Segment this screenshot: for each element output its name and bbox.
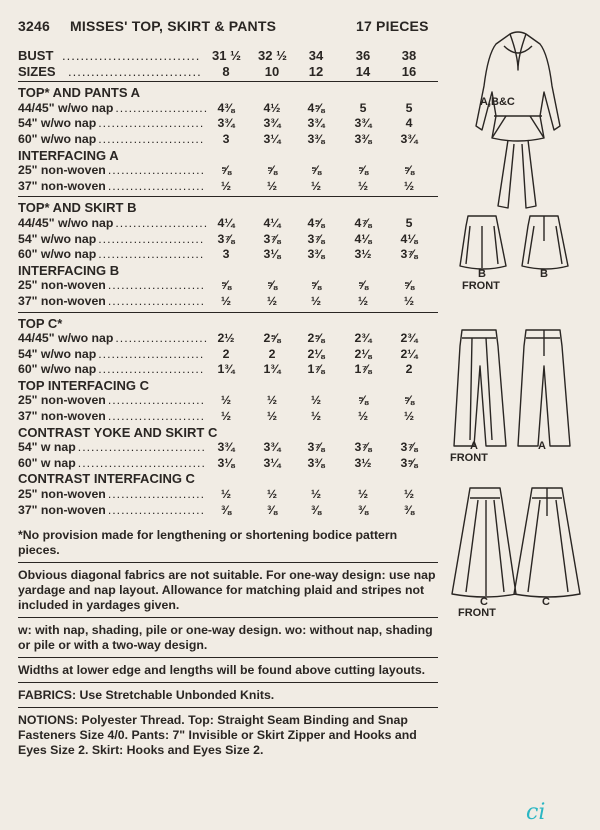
- yardage-value: 4⅝: [307, 100, 325, 115]
- yardage-value: 3⅛: [263, 247, 281, 262]
- yardage-table: [18, 48, 438, 518]
- bust-value: 32 ½: [258, 48, 287, 63]
- yardage-row: 25" non-woven ...................... ½ ½ ½ ⅝ ⅝: [18, 393, 438, 409]
- yardage-value: 3: [222, 247, 230, 262]
- yardage-row: 54" w/wo nap ........................ 3¾ 3¾ 3¾ 3¾ 4: [18, 116, 438, 132]
- yardage-value: 4¼: [217, 215, 235, 230]
- yardage-value: ½: [220, 393, 232, 408]
- yardage-value: ⅝: [266, 163, 278, 178]
- yardage-sections: [18, 85, 438, 518]
- yardage-row: 37" non-woven ...................... ½ ½ ½ ½ ½: [18, 409, 438, 425]
- bust-value: 31 ½: [212, 48, 241, 63]
- yardage-value: ½: [220, 293, 232, 308]
- yardage-row: 44/45" w/wo nap ..................... 4⅜ 4½ 4⅝ 5 5: [18, 101, 438, 117]
- yardage-value: ½: [220, 409, 232, 424]
- divider: [18, 707, 438, 708]
- section-title: [18, 378, 438, 394]
- yardage-value: ½: [266, 178, 278, 193]
- yardage-value: 3⅞: [263, 231, 281, 246]
- yardage-value: ½: [310, 293, 322, 308]
- yardage-value: 4¼: [263, 215, 281, 230]
- yardage-value: ⅝: [357, 163, 369, 178]
- garment-sketches: [448, 26, 590, 616]
- garment-illustrations: [448, 26, 590, 619]
- section-title-text: CONTRAST INTERFACING C: [18, 471, 195, 487]
- yardage-row: 25" non-woven ...................... ½ ½ ½ ½ ½: [18, 487, 438, 503]
- section-title: [18, 425, 438, 441]
- yardage-value: 3¾: [263, 440, 281, 455]
- yardage-value: 4⅛: [354, 231, 372, 246]
- section-title-text: INTERFACING A: [18, 147, 119, 163]
- yardage-value: 5: [405, 215, 413, 230]
- yardage-value: ½: [310, 178, 322, 193]
- corner-mark: ci: [526, 800, 546, 825]
- fabric-width-label: 25" non-woven: [18, 163, 106, 178]
- note-bodice: *No provision made for lengthening or shortening bodice pattern pieces.: [18, 528, 398, 557]
- yardage-value: ½: [403, 409, 415, 424]
- top-figure-label: A,B&C: [480, 96, 515, 108]
- yardage-value: 3⅜: [307, 455, 325, 470]
- yardage-value: 2½: [217, 331, 235, 346]
- yardage-value: ½: [357, 487, 369, 502]
- yardage-value: ⅜: [403, 502, 415, 517]
- yardage-value: 3¾: [354, 116, 372, 131]
- yardage-value: ⅜: [220, 502, 232, 517]
- yardage-value: ⅜: [266, 502, 278, 517]
- note-diagonal: Obvious diagonal fabrics are not suitable. For one-way design: use nap yardage and nap layout. Allowance for matching plaid and stripes not included in yardages given.: [18, 568, 436, 612]
- yardage-value: ⅝: [220, 163, 232, 178]
- pattern-title: MISSES' TOP, SKIRT & PANTS: [70, 18, 277, 34]
- yardage-value: 4⅜: [217, 100, 235, 115]
- yardage-value: 2: [405, 362, 413, 377]
- yardage-row: 37" non-woven ...................... ½ ½ ½ ½ ½: [18, 179, 438, 195]
- divider: [18, 562, 438, 563]
- section-title: [18, 200, 438, 216]
- size-value: 16: [401, 63, 417, 79]
- yardage-value: 2⅛: [307, 346, 325, 361]
- yardage-row: 44/45" w/wo nap ..................... 2½ 2⅝ 2⅝ 2¾ 2¾: [18, 331, 438, 347]
- section-title-text: CONTRAST YOKE AND SKIRT C: [18, 424, 218, 440]
- section-title-text: TOP* AND PANTS A: [18, 85, 141, 101]
- bust-value: 38: [401, 48, 417, 63]
- yardage-value: ½: [266, 409, 278, 424]
- yardage-row: 37" non-woven ...................... ⅜ ⅜ ⅜ ⅜ ⅜: [18, 503, 438, 519]
- yardage-value: 3⅞: [400, 247, 418, 262]
- yardage-value: 3¼: [263, 455, 281, 470]
- divider: [18, 81, 438, 82]
- skirt-c-front-label: FRONT: [458, 607, 496, 619]
- sizes-label: SIZES: [18, 63, 56, 79]
- section-title-text: TOP INTERFACING C: [18, 377, 149, 393]
- yardage-value: ½: [220, 487, 232, 502]
- yardage-value: 2¾: [354, 331, 372, 346]
- yardage-row: 44/45" w/wo nap ..................... 4¼ 4¼ 4⅝ 4⅞ 5: [18, 216, 438, 232]
- yardage-value: 1¾: [263, 362, 281, 377]
- divider: [18, 312, 438, 313]
- skirt-c-back-letter: C: [542, 596, 550, 608]
- yardage-value: ½: [403, 293, 415, 308]
- fabric-width-label: 44/45" w/wo nap: [18, 215, 114, 230]
- divider: [18, 682, 438, 683]
- yardage-value: ⅝: [266, 278, 278, 293]
- yardage-value: 3⅜: [354, 131, 372, 146]
- bust-value: 34: [308, 48, 324, 63]
- yardage-value: 1⅞: [307, 362, 325, 377]
- fabric-width-label: 60" w/wo nap: [18, 362, 97, 377]
- bust-label: BUST: [18, 48, 54, 63]
- size-value: 10: [264, 63, 280, 79]
- section-title: [18, 316, 438, 332]
- yardage-value: ½: [403, 178, 415, 193]
- fabric-width-label: 44/45" w/wo nap: [18, 100, 114, 115]
- pants-a-front-label: FRONT: [450, 452, 488, 464]
- yardage-value: 2: [268, 346, 276, 361]
- skirt-b-front-letter: B: [478, 268, 486, 280]
- fabric-width-label: 60" w/wo nap: [18, 247, 97, 262]
- note-widths: Widths at lower edge and lengths will be found above cutting layouts.: [18, 663, 426, 677]
- fabric-width-label: 37" non-woven: [18, 502, 106, 517]
- section-title: [18, 85, 438, 101]
- yardage-value: ½: [220, 178, 232, 193]
- yardage-value: ⅝: [403, 393, 415, 408]
- yardage-value: 2⅝: [307, 331, 325, 346]
- yardage-value: 3⅞: [307, 440, 325, 455]
- skirt-b-sketches: [460, 216, 568, 269]
- size-value: 14: [355, 63, 371, 79]
- yardage-row: 37" non-woven ...................... ½ ½ ½ ½ ½: [18, 294, 438, 310]
- bust-value: 36: [355, 48, 371, 63]
- yardage-value: 2: [222, 346, 230, 361]
- yardage-value: ⅝: [403, 278, 415, 293]
- fabric-width-label: 25" non-woven: [18, 487, 106, 502]
- divider: [18, 657, 438, 658]
- yardage-value: 1¾: [217, 362, 235, 377]
- fabric-width-label: 44/45" w/wo nap: [18, 331, 114, 346]
- bust-row: BUST .............................. 31 ½ 32 ½ 34 36 38: [18, 48, 438, 64]
- yardage-value: ½: [310, 409, 322, 424]
- yardage-value: ½: [266, 487, 278, 502]
- yardage-value: 5: [359, 100, 367, 115]
- yardage-row: 25" non-woven ...................... ⅝ ⅝ ⅝ ⅝ ⅝: [18, 163, 438, 179]
- yardage-row: 54" w/wo nap ........................ 2 2 2⅛ 2⅛ 2¼: [18, 347, 438, 363]
- yardage-value: ½: [357, 293, 369, 308]
- yardage-value: ½: [310, 393, 322, 408]
- skirt-b-back-letter: B: [540, 268, 548, 280]
- yardage-row: 60" w/wo nap ........................ 3 3¼ 3⅜ 3⅜ 3¾: [18, 132, 438, 148]
- yardage-value: ⅝: [310, 163, 322, 178]
- fabric-width-label: 54" w/wo nap: [18, 116, 97, 131]
- yardage-value: ½: [357, 178, 369, 193]
- yardage-value: 4½: [263, 100, 281, 115]
- yardage-value: 3⅜: [307, 247, 325, 262]
- yardage-value: 3½: [354, 247, 372, 262]
- yardage-value: ½: [266, 393, 278, 408]
- section-title-text: INTERFACING B: [18, 262, 120, 278]
- section-title: [18, 148, 438, 164]
- fabric-width-label: 54" w/wo nap: [18, 346, 97, 361]
- skirt-c-front-letter: C: [480, 596, 488, 608]
- yardage-value: 3¾: [217, 440, 235, 455]
- note-nap: w: with nap, shading, pile or one-way design. wo: without nap, shading or pile or with a two-way design.: [18, 623, 433, 652]
- yardage-value: ⅝: [357, 278, 369, 293]
- yardage-value: 4⅝: [307, 215, 325, 230]
- yardage-value: 2¾: [400, 331, 418, 346]
- yardage-value: 2¼: [400, 346, 418, 361]
- yardage-value: 3½: [354, 455, 372, 470]
- divider: [18, 617, 438, 618]
- divider: [18, 196, 438, 197]
- section-title-text: TOP* AND SKIRT B: [18, 200, 137, 216]
- top-sketch: [476, 32, 560, 208]
- yardage-value: 3⅞: [400, 440, 418, 455]
- yardage-value: ½: [310, 487, 322, 502]
- yardage-value: 3⅞: [354, 440, 372, 455]
- yardage-value: 3: [222, 131, 230, 146]
- yardage-row: 60" w/wo nap ........................ 1¾ 1¾ 1⅞ 1⅞ 2: [18, 362, 438, 378]
- yardage-value: ½: [266, 293, 278, 308]
- yardage-value: 3⅞: [307, 231, 325, 246]
- yardage-value: ⅝: [403, 163, 415, 178]
- yardage-row: 25" non-woven ...................... ⅝ ⅝ ⅝ ⅝ ⅝: [18, 278, 438, 294]
- yardage-value: ⅝: [310, 278, 322, 293]
- yardage-value: ⅜: [310, 502, 322, 517]
- yardage-value: 2⅛: [354, 346, 372, 361]
- yardage-value: 3¾: [400, 131, 418, 146]
- yardage-value: 2⅝: [263, 331, 281, 346]
- yardage-row: 60" w/wo nap ........................ 3 3⅛ 3⅜ 3½ 3⅞: [18, 247, 438, 263]
- yardage-value: 3¾: [263, 116, 281, 131]
- notes: [18, 528, 438, 758]
- fabric-width-label: 60" w/wo nap: [18, 131, 97, 146]
- yardage-value: 4⅞: [354, 215, 372, 230]
- yardage-row: 60" w nap ............................. 3⅛ 3¼ 3⅜ 3½ 3⅝: [18, 456, 438, 472]
- skirt-b-front-label: FRONT: [462, 280, 500, 292]
- size-value: 12: [308, 63, 324, 79]
- fabric-width-label: 25" non-woven: [18, 393, 106, 408]
- yardage-value: 4⅛: [400, 231, 418, 246]
- size-value: 8: [222, 63, 230, 79]
- skirt-c-sketches: [452, 488, 580, 597]
- yardage-value: ⅜: [357, 502, 369, 517]
- yardage-value: ½: [403, 487, 415, 502]
- sizes-row: SIZES ............................. 8 10 12 14 16: [18, 64, 438, 80]
- yardage-value: 3⅝: [400, 455, 418, 470]
- yardage-value: 5: [405, 100, 413, 115]
- yardage-row: 54" w/wo nap ........................ 3⅞ 3⅞ 3⅞ 4⅛ 4⅛: [18, 232, 438, 248]
- yardage-value: 3¼: [263, 131, 281, 146]
- yardage-value: 3¾: [217, 116, 235, 131]
- fabric-width-label: 54" w/wo nap: [18, 231, 97, 246]
- pants-a-back-letter: A: [538, 440, 546, 452]
- note-notions: NOTIONS: Polyester Thread. Top: Straight Seam Binding and Snap Fasteners Size 4/0. Pants: 7" Invisible or Skirt Zipper and Hooks and Eyes Size 2. Skirt: Hooks and Eyes Size 2.: [18, 713, 417, 757]
- yardage-value: ½: [357, 409, 369, 424]
- section-title-text: TOP C*: [18, 315, 63, 331]
- fabric-width-label: 54" w nap: [18, 440, 76, 455]
- pants-a-front-letter: A: [470, 440, 478, 452]
- section-title: [18, 263, 438, 279]
- section-title: [18, 471, 438, 487]
- fabric-width-label: 37" non-woven: [18, 178, 106, 193]
- fabric-width-label: 37" non-woven: [18, 293, 106, 308]
- yardage-value: 3⅜: [307, 131, 325, 146]
- fabric-width-label: 60" w nap: [18, 455, 76, 470]
- yardage-value: ⅝: [220, 278, 232, 293]
- yardage-value: 1⅞: [354, 362, 372, 377]
- fabric-width-label: 25" non-woven: [18, 278, 106, 293]
- piece-count: 17 PIECES: [356, 18, 429, 34]
- yardage-value: ⅝: [357, 393, 369, 408]
- yardage-value: 3⅛: [217, 455, 235, 470]
- pattern-number: 3246: [18, 18, 50, 34]
- yardage-value: 4: [405, 116, 413, 131]
- pants-a-sketches: [454, 330, 570, 446]
- yardage-value: 3⅞: [217, 231, 235, 246]
- note-fabrics: FABRICS: Use Stretchable Unbonded Knits.: [18, 688, 275, 702]
- yardage-row: 54" w nap ............................. 3¾ 3¾ 3⅞ 3⅞ 3⅞: [18, 440, 438, 456]
- yardage-value: 3¾: [307, 116, 325, 131]
- fabric-width-label: 37" non-woven: [18, 409, 106, 424]
